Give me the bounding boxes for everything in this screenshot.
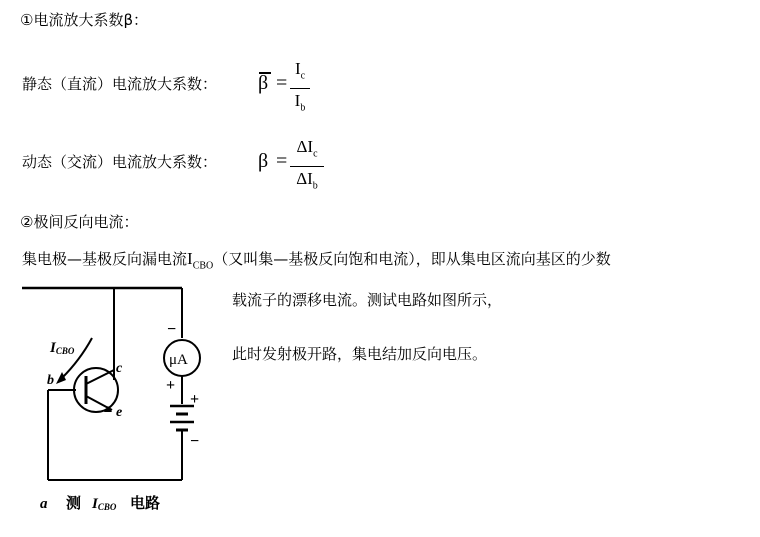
- icbo-label: ICBO: [50, 340, 75, 356]
- dynamic-beta-symbol: β: [258, 150, 269, 172]
- icbo-test-circuit: [0, 280, 230, 520]
- battery-plus: +: [190, 391, 200, 408]
- caption-icbo: ICBO: [92, 496, 117, 512]
- para-end: （又叫集—基极反向饱和电流），即从集电区流向基区的少数: [213, 250, 611, 268]
- para-start: 集电极—基极反向漏电流: [22, 250, 188, 268]
- dynamic-equals: =: [276, 150, 288, 172]
- label-b: b: [47, 373, 54, 388]
- icbo-symbol: $I_{CBO}$: [187, 249, 214, 272]
- static-equals: =: [276, 72, 288, 94]
- dynamic-numerator: $\Delta I_c$: [296, 137, 318, 160]
- meter-plus: +: [166, 377, 176, 394]
- icbo-arrow: [62, 338, 92, 378]
- static-denominator: $I_b$: [294, 91, 306, 114]
- meter-label: μA: [169, 352, 188, 368]
- dynamic-denominator: $\Delta I_b$: [296, 169, 318, 192]
- label-e: e: [116, 405, 123, 420]
- dynamic-fraction: [290, 136, 324, 198]
- section1-heading: ①电流放大系数β：: [20, 11, 149, 29]
- arrowhead-icon: [56, 372, 66, 384]
- static-numerator: $I_c$: [294, 59, 306, 82]
- fraction-bar: [290, 88, 310, 89]
- meter-minus: −: [167, 321, 177, 338]
- caption-text: 测: [66, 496, 82, 512]
- caption-end: 电路: [130, 496, 161, 512]
- static-beta-label: 静态（直流）电流放大系数：: [22, 75, 218, 93]
- caption-letter: a: [40, 496, 48, 512]
- static-fraction: [290, 58, 310, 120]
- battery-minus: −: [190, 433, 200, 450]
- transistor-collector: [86, 370, 114, 384]
- label-c: c: [116, 361, 123, 376]
- para-line3: 此时发射极开路，集电结加反向电压。: [232, 345, 488, 363]
- dynamic-beta-label: 动态（交流）电流放大系数：: [22, 153, 218, 171]
- fraction-bar: [290, 166, 324, 167]
- para-line2: 载流子的漂移电流。测试电路如图所示，: [232, 291, 503, 309]
- static-beta-symbol: β: [258, 72, 269, 94]
- transistor-circle: [74, 368, 118, 412]
- section2-heading: ②极间反向电流：: [20, 213, 139, 231]
- icbo-paragraph: [22, 249, 611, 276]
